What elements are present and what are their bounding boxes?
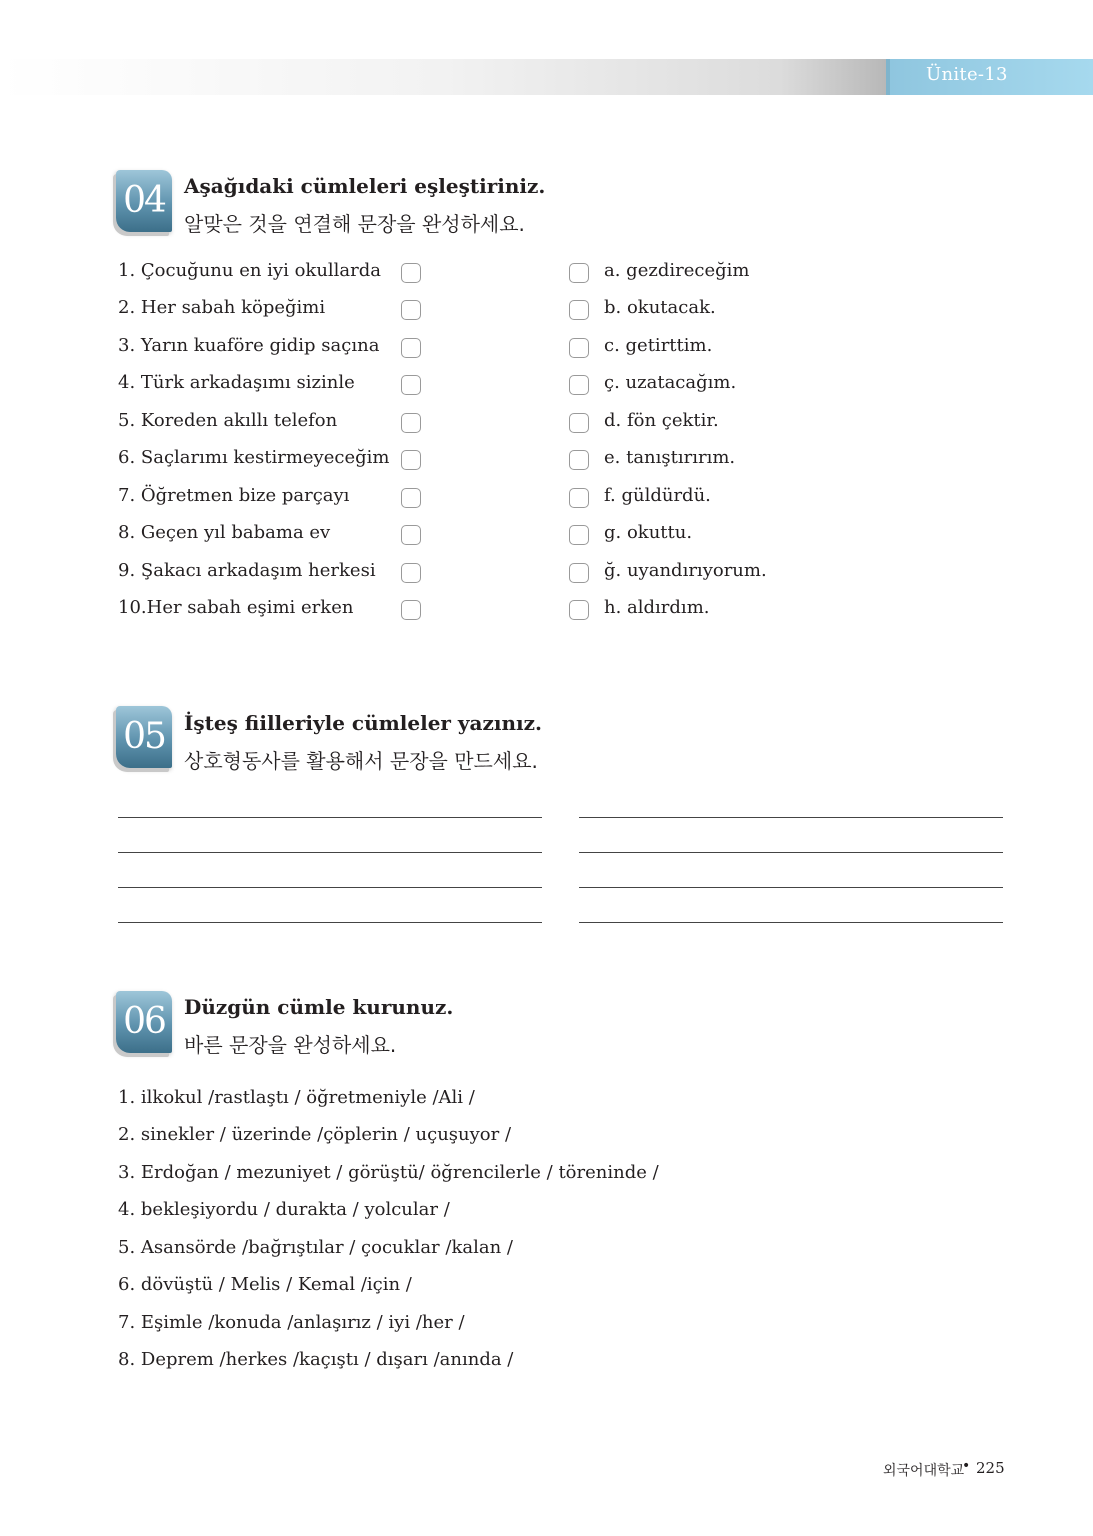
- list-item: 4. bekleşiyordu / durakta / yolcular /: [118, 1199, 450, 1220]
- right-item: ç. uzatacağım.: [604, 372, 737, 393]
- left-item: 5. Koreden akıllı telefon: [118, 410, 338, 431]
- left-item: 2. Her sabah köpeğimi: [118, 297, 326, 318]
- left-item: 1. Çocuğunu en iyi okullarda: [118, 260, 382, 281]
- section-number: 05: [123, 716, 165, 757]
- writing-line[interactable]: [579, 922, 1003, 923]
- right-item: h. aldırdım.: [604, 597, 710, 618]
- writing-line[interactable]: [118, 922, 542, 923]
- right-answer-box[interactable]: [569, 600, 589, 620]
- right-answer-box[interactable]: [569, 300, 589, 320]
- right-item: f. güldürdü.: [604, 485, 711, 506]
- section-number: 04: [123, 180, 165, 221]
- left-answer-box[interactable]: [401, 263, 421, 283]
- left-answer-box[interactable]: [401, 488, 421, 508]
- right-item: b. okutacak.: [604, 297, 716, 318]
- list-item: 1. ilkokul /rastlaştı / öğretmeniyle /Ali /: [118, 1087, 475, 1108]
- right-answer-box[interactable]: [569, 263, 589, 283]
- left-item: 8. Geçen yıl babama ev: [118, 522, 331, 543]
- section-number: 06: [123, 1001, 165, 1042]
- section-05-subtitle: 상호형동사를 활용해서 문장을 만드세요.: [184, 749, 538, 773]
- left-answer-box[interactable]: [401, 338, 421, 358]
- right-item: a. gezdireceğim: [604, 260, 750, 281]
- right-answer-box[interactable]: [569, 525, 589, 545]
- list-item: 2. sinekler / üzerinde /çöplerin / uçuşuyor /: [118, 1124, 512, 1145]
- left-answer-box[interactable]: [401, 600, 421, 620]
- right-item: d. fön çektir.: [604, 410, 719, 431]
- section-05-badge: [116, 706, 172, 768]
- writing-line[interactable]: [118, 817, 542, 818]
- left-answer-box[interactable]: [401, 300, 421, 320]
- right-answer-box[interactable]: [569, 450, 589, 470]
- page-number: 225: [976, 1459, 1005, 1477]
- writing-line[interactable]: [118, 852, 542, 853]
- section-04-title: Aşağıdaki cümleleri eşleştiriniz.: [184, 174, 546, 198]
- left-item: 10.Her sabah eşimi erken: [118, 597, 354, 618]
- left-answer-box[interactable]: [401, 450, 421, 470]
- section-06-subtitle: 바른 문장을 완성하세요.: [184, 1033, 397, 1057]
- list-item: 6. dövüştü / Melis / Kemal /için /: [118, 1274, 412, 1295]
- left-answer-box[interactable]: [401, 375, 421, 395]
- unit-label: Ünite-13: [926, 64, 1008, 85]
- writing-line[interactable]: [579, 817, 1003, 818]
- header-bar: [0, 59, 886, 95]
- right-answer-box[interactable]: [569, 488, 589, 508]
- left-item: 6. Saçlarımı kestirmeyeceğim: [118, 447, 390, 468]
- list-item: 3. Erdoğan / mezuniyet / görüştü/ öğrencilerle / töreninde /: [118, 1162, 659, 1183]
- right-answer-box[interactable]: [569, 375, 589, 395]
- right-item: e. tanıştırırım.: [604, 447, 736, 468]
- footer-school: 외국어대학교: [883, 1463, 965, 1479]
- list-item: 5. Asansörde /bağrıştılar / çocuklar /kalan /: [118, 1237, 513, 1258]
- section-05-title: İşteş fiilleriyle cümleler yazınız.: [184, 711, 542, 735]
- right-item: g. okuttu.: [604, 522, 693, 543]
- right-item: c. getirttim.: [604, 335, 713, 356]
- section-06-badge: [116, 991, 172, 1053]
- list-item: 8. Deprem /herkes /kaçıştı / dışarı /anında /: [118, 1349, 514, 1370]
- right-answer-box[interactable]: [569, 413, 589, 433]
- writing-line[interactable]: [118, 887, 542, 888]
- writing-line[interactable]: [579, 887, 1003, 888]
- left-item: 4. Türk arkadaşımı sizinle: [118, 372, 355, 393]
- section-04-badge: [116, 170, 172, 232]
- list-item: 7. Eşimle /konuda /anlaşırız / iyi /her /: [118, 1312, 465, 1333]
- left-item: 3. Yarın kuaföre gidip saçına: [118, 335, 380, 356]
- section-06-title: Düzgün cümle kurunuz.: [184, 995, 454, 1019]
- right-answer-box[interactable]: [569, 338, 589, 358]
- right-item: ğ. uyandırıyorum.: [604, 560, 767, 581]
- footer-separator: •: [962, 1458, 971, 1474]
- section-04-subtitle: 알맞은 것을 연결해 문장을 완성하세요.: [184, 212, 525, 236]
- left-answer-box[interactable]: [401, 525, 421, 545]
- left-answer-box[interactable]: [401, 413, 421, 433]
- left-item: 9. Şakacı arkadaşım herkesi: [118, 560, 376, 581]
- left-item: 7. Öğretmen bize parçayı: [118, 485, 350, 506]
- writing-line[interactable]: [579, 852, 1003, 853]
- right-answer-box[interactable]: [569, 563, 589, 583]
- left-answer-box[interactable]: [401, 563, 421, 583]
